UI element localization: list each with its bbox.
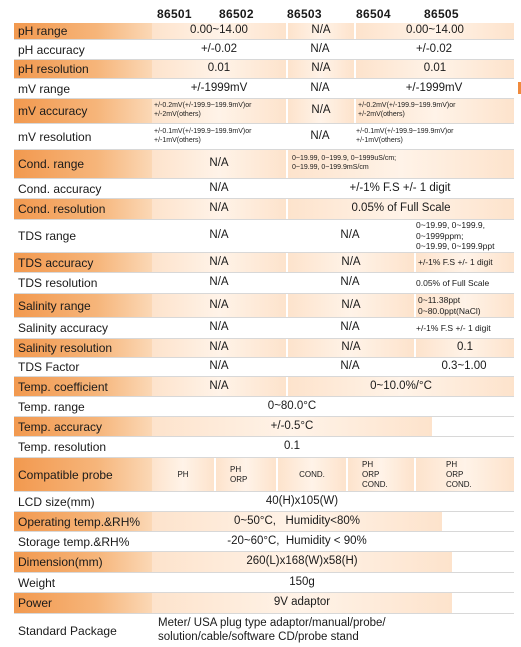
tds-range-line-1: 0~19.99, 0~199.9,: [416, 220, 486, 231]
value-all-models: -20~60°C, Humidity < 90%: [227, 534, 367, 547]
row-label: TDS accuracy: [14, 253, 152, 272]
salinity-range-line-1: 0~11.38ppt: [418, 294, 461, 305]
cond-range-line-2: 0~19.99, 0~199.9mS/cm: [292, 164, 369, 171]
row-tds-accuracy: [14, 253, 514, 273]
value-86503-86504: N/A: [340, 360, 360, 373]
value-86503: N/A: [286, 99, 354, 123]
value-86504-86505: 0.01: [354, 60, 514, 78]
value-86505: +/-1% F.S +/- 1 digit: [416, 322, 491, 333]
row-label: mV range: [14, 79, 152, 98]
row-label: Cond. accuracy: [14, 179, 152, 198]
value-86501-86502: N/A: [209, 229, 229, 242]
row-label: pH accuracy: [14, 40, 152, 59]
value-86503-86504: N/A: [286, 339, 414, 357]
row-compatible-probe: [14, 458, 514, 492]
value-all-models: 260(L)x168(W)x58(H): [152, 552, 452, 572]
row-label: TDS resolution: [14, 273, 152, 293]
probe-line: ORP: [446, 469, 464, 479]
row-dimension: [14, 552, 514, 573]
value-86503-86505: 0.05% of Full Scale: [286, 199, 514, 219]
mv-accuracy-line-2: +/-2mV(others): [154, 111, 201, 118]
value-86501-86502: N/A: [209, 181, 229, 194]
row-label: Salinity range: [14, 294, 152, 317]
value-86504-86505: [354, 124, 514, 149]
probe-line: ORP: [362, 469, 380, 479]
model-86505: 86505: [424, 7, 459, 21]
value-86501-86502: +/-0.02: [200, 42, 238, 55]
row-salinity-range: [14, 294, 514, 318]
value-86501-86502: 0.00~14.00: [152, 23, 286, 39]
row-standard-package: [14, 614, 514, 647]
probe-86501: PH: [152, 458, 214, 491]
row-label: Salinity accuracy: [14, 318, 152, 338]
mv-resolution-line-2: +/-1mV(others): [154, 136, 201, 144]
value-86503: N/A: [286, 23, 354, 39]
row-mv-accuracy: [14, 99, 514, 124]
value-86503: N/A: [310, 129, 330, 142]
value-all-models: [152, 614, 452, 647]
model-86504: 86504: [356, 7, 391, 21]
row-label: Dimension(mm): [14, 552, 152, 572]
value-86503: N/A: [310, 81, 330, 94]
row-cond-accuracy: [14, 179, 514, 199]
value-86501-86503: N/A: [152, 150, 286, 178]
value-86504-86505: +/-1999mV: [405, 81, 463, 94]
row-label: TDS range: [14, 220, 152, 252]
value-86503-86504: N/A: [340, 276, 360, 289]
model-header: [14, 7, 514, 23]
value-86501-86502: +/-1999mV: [190, 81, 248, 94]
mv-accuracy-line-2: +/-2mV(others): [358, 111, 405, 118]
row-label: pH range: [14, 23, 152, 39]
row-temp-coefficient: [14, 377, 514, 397]
probe-line: COND.: [362, 479, 388, 489]
probe-86503: COND.: [276, 458, 346, 491]
model-86502: 86502: [219, 7, 254, 21]
row-label: Weight: [14, 573, 152, 592]
value-86503: N/A: [310, 42, 330, 55]
probe-86502: [214, 458, 276, 491]
value-86503-86504: N/A: [340, 229, 360, 242]
row-label: Cond. range: [14, 150, 152, 178]
probe-line: ORP: [230, 474, 248, 484]
value-86501-86502: N/A: [152, 377, 286, 396]
row-label: Cond. resolution: [14, 199, 152, 219]
probe-line: PH: [230, 464, 242, 474]
value-86501-86502: N/A: [209, 360, 229, 373]
row-lcd-size: [14, 492, 514, 512]
mv-accuracy-line-1: +/-0.2mV(+/-199.9~199.9mV)or: [154, 102, 252, 110]
row-tds-range: [14, 220, 514, 253]
value-86503-86505: +/-1% F.S +/- 1 digit: [349, 181, 451, 194]
row-mv-range: [14, 79, 514, 99]
row-label: Compatible probe: [14, 458, 152, 491]
value-86501-86502: 0.01: [152, 60, 286, 78]
row-ph-range: [14, 23, 514, 40]
value-86503-86505: 0~10.0%/°C: [286, 377, 514, 396]
row-tds-resolution: [14, 273, 514, 294]
model-86501: 86501: [157, 7, 192, 21]
probe-line: PH: [446, 459, 458, 469]
value-all-models: 9V adaptor: [152, 593, 452, 613]
row-power: [14, 593, 514, 614]
mv-resolution-line-1: +/-0.1mV(+/-199.9~199.9mV)or: [356, 127, 454, 135]
value-all-models: 0~80.0°C: [267, 399, 317, 412]
row-label: Salinity resolution: [14, 339, 152, 357]
row-operating-temp: [14, 512, 514, 532]
spec-table: [14, 7, 514, 647]
mv-resolution-line-2: +/-1mV(others): [356, 136, 403, 144]
row-ph-resolution: [14, 60, 514, 79]
value-86503-86504: N/A: [286, 294, 414, 317]
row-label: LCD size(mm): [14, 492, 152, 511]
value-86501-86502: N/A: [152, 199, 286, 219]
mv-resolution-line-1: +/-0.1mV(+/-199.9~199.9mV)or: [154, 127, 252, 135]
value-86505: 0.1: [414, 339, 514, 357]
value-86503-86504: N/A: [340, 321, 360, 334]
value-all-models: 0~50°C, Humidity<80%: [152, 512, 442, 531]
value-all-models: 150g: [289, 575, 315, 588]
row-label: mV accuracy: [14, 99, 152, 123]
value-86503-86505: [286, 150, 514, 178]
value-86501-86502: N/A: [152, 294, 286, 317]
value-86501-86502: N/A: [209, 321, 229, 334]
row-storage-temp: [14, 532, 514, 552]
model-86503: 86503: [287, 7, 322, 21]
value-86505: +/-1% F.S +/- 1 digit: [414, 253, 514, 272]
value-86505: 0.3~1.00: [441, 360, 487, 373]
value-86501-86502: N/A: [209, 276, 229, 289]
value-86505: [414, 294, 514, 317]
value-all-models: 0.1: [284, 440, 300, 453]
row-mv-resolution: [14, 124, 514, 150]
value-86504-86505: [354, 99, 514, 123]
row-cond-range: [14, 150, 514, 179]
row-label: Operating temp.&RH%: [14, 512, 152, 531]
row-weight: [14, 573, 514, 593]
row-label: TDS Factor: [14, 358, 152, 376]
cond-range-line-1: 0~19.99, 0~199.9, 0~1999uS/cm;: [292, 155, 397, 163]
value-all-models: +/-0.5°C: [152, 417, 432, 436]
value-86503: N/A: [286, 60, 354, 78]
probe-86505: [414, 458, 514, 491]
mv-accuracy-line-1: +/-0.2mV(+/-199.9~199.9mV)or: [358, 102, 456, 110]
value-86501-86502: [152, 124, 286, 149]
value-86504-86505: 0.00~14.00: [354, 23, 514, 39]
package-line-2: solution/cable/software CD/probe stand: [158, 630, 359, 643]
value-86501-86502: N/A: [152, 253, 286, 272]
probe-86504: [346, 458, 414, 491]
value-all-models: 40(H)x105(W): [265, 494, 339, 507]
row-label: Temp. accuracy: [14, 417, 152, 436]
row-tds-factor: [14, 358, 514, 377]
row-label: Temp. range: [14, 397, 152, 416]
salinity-range-line-2: 0~80.0ppt(NaCl): [418, 305, 481, 316]
row-temp-accuracy: [14, 417, 514, 437]
value-86505: 0.05% of Full Scale: [416, 277, 490, 288]
row-label: Storage temp.&RH%: [14, 532, 152, 551]
value-86501-86502: N/A: [152, 339, 286, 357]
row-label: Standard Package: [14, 614, 152, 647]
probe-line: PH: [362, 459, 374, 469]
row-temp-resolution: [14, 437, 514, 458]
row-label: Temp. resolution: [14, 437, 152, 457]
value-86501-86502: [152, 99, 286, 123]
row-salinity-accuracy: [14, 318, 514, 339]
package-line-1: Meter/ USA plug type adaptor/manual/probe/: [158, 617, 386, 630]
row-label: mV resolution: [14, 124, 152, 149]
value-86505: [414, 220, 514, 252]
row-ph-accuracy: [14, 40, 514, 60]
probe-line: COND.: [446, 479, 472, 489]
row-label: Power: [14, 593, 152, 613]
tds-range-line-3: 0~19.99, 0~199.9ppt: [416, 241, 495, 252]
tds-range-line-2: 0~1999ppm;: [416, 230, 464, 241]
row-label: Temp. coefficient: [14, 377, 152, 396]
value-86503-86504: N/A: [286, 253, 414, 272]
row-temp-range: [14, 397, 514, 417]
value-86504-86505: +/-0.02: [415, 42, 453, 55]
row-cond-resolution: [14, 199, 514, 220]
row-label: pH resolution: [14, 60, 152, 78]
row-salinity-resolution: [14, 339, 514, 358]
